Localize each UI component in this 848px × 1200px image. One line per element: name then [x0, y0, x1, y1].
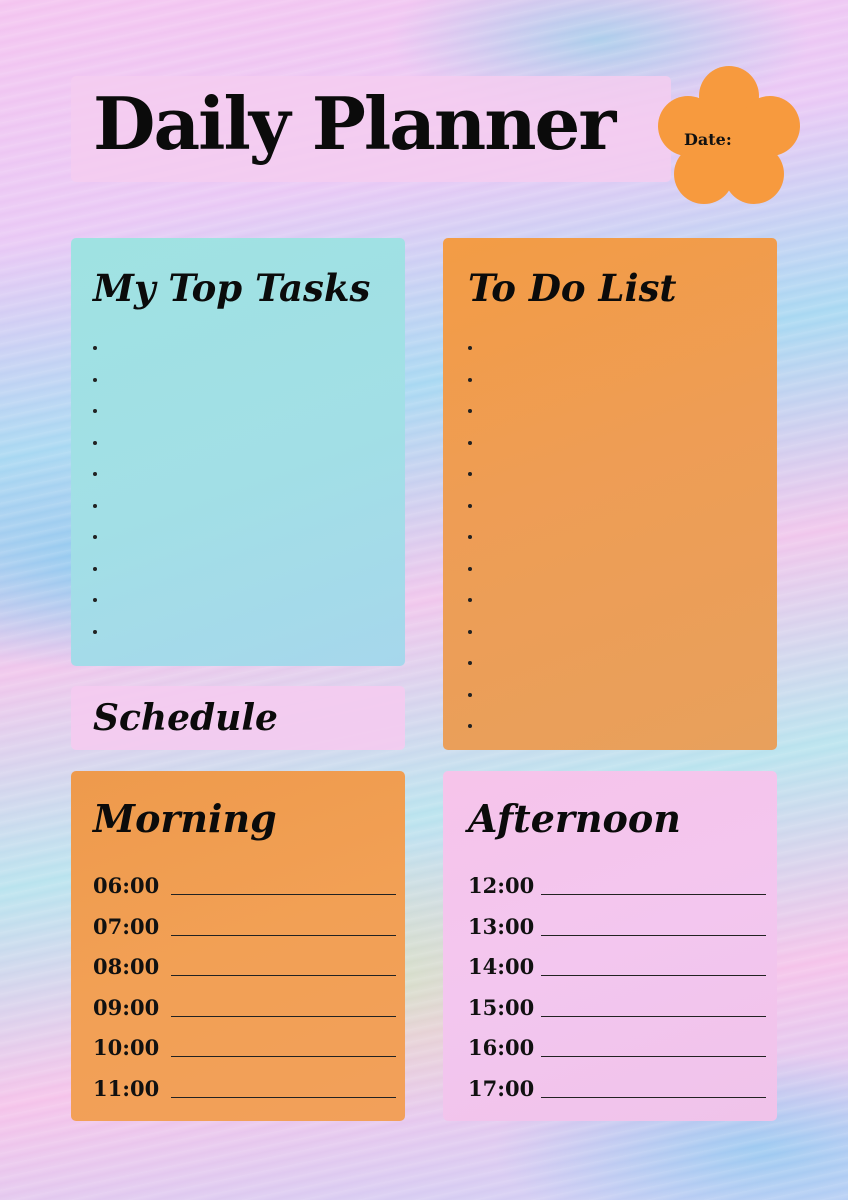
todo-list — [468, 334, 758, 744]
time-label: 10:00 — [93, 1035, 160, 1060]
afternoon-heading: Afternoon — [468, 796, 681, 841]
top-task-item[interactable] — [93, 555, 383, 587]
time-label: 14:00 — [468, 954, 535, 979]
time-label: 07:00 — [93, 913, 160, 939]
write-line[interactable] — [171, 975, 396, 976]
top-task-item[interactable] — [93, 366, 383, 398]
write-line[interactable] — [171, 1056, 396, 1057]
top-task-item[interactable] — [93, 397, 383, 429]
write-line[interactable] — [171, 894, 396, 895]
page-title: Daily Planner — [93, 81, 615, 166]
time-label: 11:00 — [93, 1075, 160, 1101]
write-line[interactable] — [171, 935, 396, 936]
todo-item[interactable] — [468, 492, 758, 524]
todo-item[interactable] — [468, 618, 758, 650]
top-task-item[interactable] — [93, 334, 383, 366]
top-task-item[interactable] — [93, 618, 383, 650]
top-tasks-list — [93, 334, 383, 649]
todo-item[interactable] — [468, 681, 758, 713]
todo-item[interactable] — [468, 334, 758, 366]
todo-item[interactable] — [468, 586, 758, 618]
time-label: 08:00 — [93, 954, 160, 979]
write-line[interactable] — [171, 1016, 396, 1017]
date-label: Date: — [684, 130, 732, 149]
write-line[interactable] — [171, 1097, 396, 1098]
write-line[interactable] — [541, 894, 766, 895]
time-label: 06:00 — [93, 873, 160, 898]
time-label: 16:00 — [468, 1035, 535, 1060]
top-task-item[interactable] — [93, 460, 383, 492]
todo-heading: To Do List — [468, 266, 677, 310]
time-label: 15:00 — [468, 994, 535, 1020]
write-line[interactable] — [541, 975, 766, 976]
todo-item[interactable] — [468, 649, 758, 681]
write-line[interactable] — [541, 1097, 766, 1098]
todo-item[interactable] — [468, 429, 758, 461]
write-line[interactable] — [541, 1016, 766, 1017]
write-line[interactable] — [541, 935, 766, 936]
top-task-item[interactable] — [93, 429, 383, 461]
todo-item[interactable] — [468, 523, 758, 555]
top-task-item[interactable] — [93, 492, 383, 524]
time-label: 12:00 — [468, 873, 535, 898]
todo-item[interactable] — [468, 366, 758, 398]
todo-item[interactable] — [468, 460, 758, 492]
time-label: 09:00 — [93, 994, 160, 1020]
todo-item[interactable] — [468, 712, 758, 744]
top-tasks-heading: My Top Tasks — [93, 266, 371, 310]
top-task-item[interactable] — [93, 523, 383, 555]
todo-item[interactable] — [468, 555, 758, 587]
time-label: 13:00 — [468, 913, 535, 939]
morning-heading: Morning — [93, 796, 277, 841]
todo-item[interactable] — [468, 397, 758, 429]
time-label: 17:00 — [468, 1075, 535, 1101]
top-task-item[interactable] — [93, 586, 383, 618]
schedule-heading: Schedule — [93, 697, 278, 739]
write-line[interactable] — [541, 1056, 766, 1057]
